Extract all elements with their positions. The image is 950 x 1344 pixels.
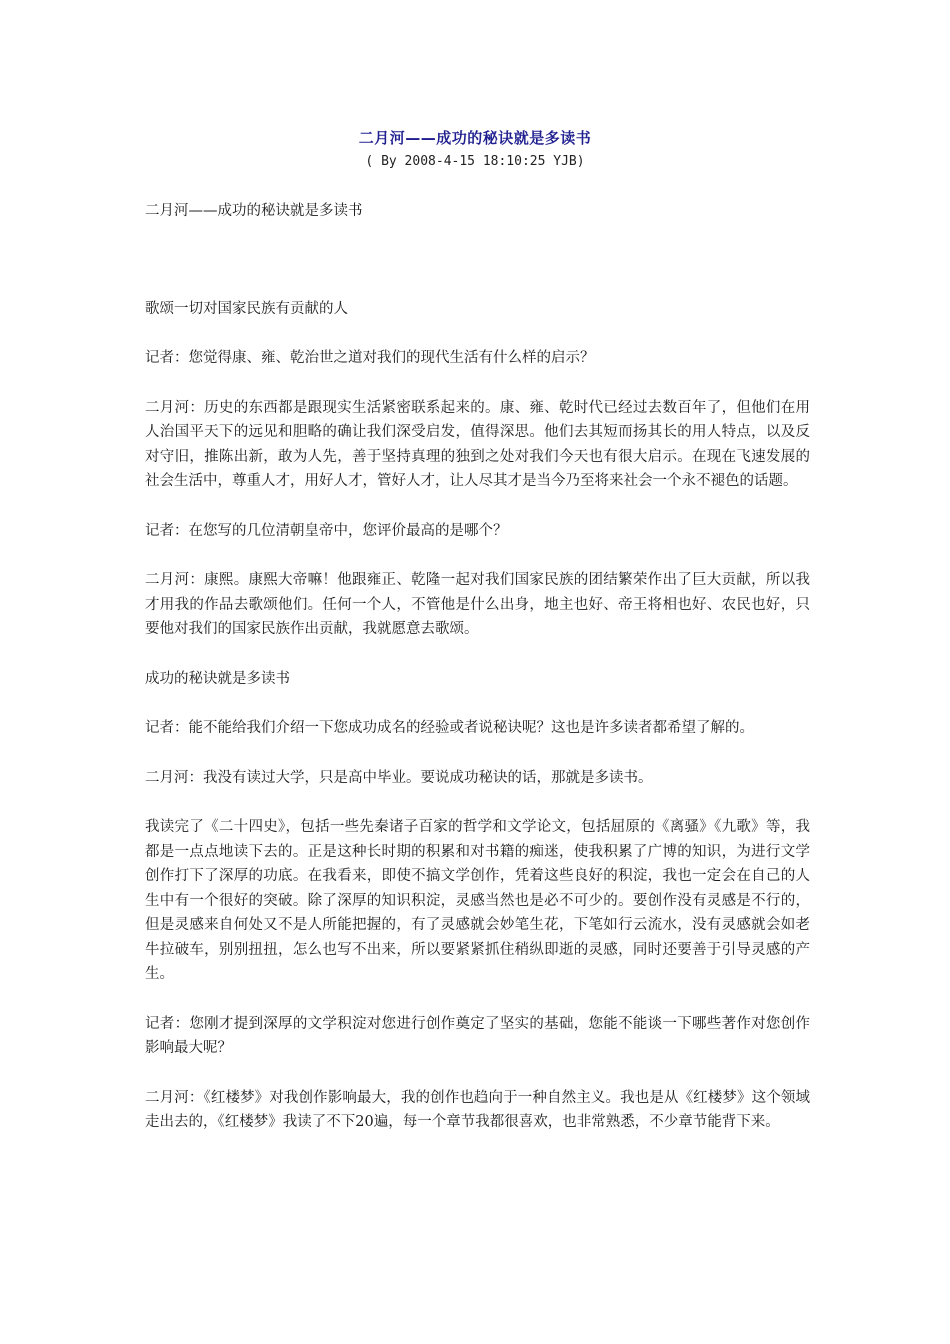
- interview-answer-continued: 我读完了《二十四史》，包括一些先秦诸子百家的哲学和文学论文，包括屈原的《离骚》《九歌》等，我都是一点点地读下去的。正是这种长时期的积累和对书籍的痴迷，使我积累了广博的知识，为进行文学创作打下了深厚的功底。在我看来，即使不搞文学创作，凭着这些良好的积淀，我也一定会在自己的人生中有一个很好的突破。除了深厚的知识积淀，灵感当然也是必不可少的。要创作没有灵感是不行的，但是灵感来自何处又不是人所能把握的，有了灵感就会妙笔生花，下笔如行云流水，没有灵感就会如老牛拉破车，别别扭扭，怎么也写不出来，所以要紧紧抓住稍纵即逝的灵感，同时还要善于引导灵感的产生。: [145, 819, 810, 982]
- interview-answer: 二月河：历史的东西都是跟现实生活紧密联系起来的。康、雍、乾时代已经过去数百年了，但他们在用人治国平天下的远见和胆略的确让我们深受启发，值得深思。他们去其短而扬其长的用人特点，以及反对守旧，推陈出新，敢为人先，善于坚持真理的独到之处对我们今天也有很大启示。在现在飞速发展的社会生活中，尊重人才，用好人才，管好人才，让人尽其才是当今乃至将来社会一个永不褪色的话题。: [145, 399, 810, 489]
- interview-answer: 二月河：我没有读过大学，只是高中毕业。要说成功秘诀的话，那就是多读书。: [145, 769, 653, 786]
- interview-question: 记者：您觉得康、雍、乾治世之道对我们的现代生活有什么样的启示？: [145, 350, 595, 366]
- article-title: 二月河——成功的秘诀就是多读书: [358, 129, 592, 147]
- article-body: [145, 199, 810, 1160]
- paragraph-heading-repeat: 二月河——成功的秘诀就是多读书: [145, 203, 363, 219]
- interview-question: 记者：您刚才提到深厚的文学积淀对您进行创作奠定了坚实的基础，您能不能谈一下哪些著作对您创作影响最大呢？: [145, 1015, 810, 1056]
- section-heading: 成功的秘诀就是多读书: [145, 670, 290, 687]
- interview-answer: 二月河：康熙。康熙大帝嘛！他跟雍正、乾隆一起对我们国家民族的团结繁荣作出了巨大贡献，所以我才用我的作品去歌颂他们。任何一个人，不管他是什么出身，地主也好、帝王将相也好、农民也好，只要他对我们的国家民族作出贡献，我就愿意去歌颂。: [145, 572, 810, 637]
- article-byline: ( By 2008-4-15 18:10:25 YJB): [365, 154, 585, 169]
- interview-answer: 二月河：《红楼梦》对我创作影响最大，我的创作也趋向于一种自然主义。我也是从《红楼梦》这个领域走出去的，《红楼梦》我读了不下20遍，每一个章节我都很喜欢，也非常熟悉，不少章节能背下来。: [145, 1089, 810, 1130]
- interview-question: 记者：能不能给我们介绍一下您成功成名的经验或者说秘诀呢？这也是许多读者都希望了解的。: [145, 720, 754, 736]
- interview-question: 记者：在您写的几位清朝皇帝中，您评价最高的是哪个？: [145, 522, 508, 539]
- section-heading: 歌颂一切对国家民族有贡献的人: [145, 300, 348, 317]
